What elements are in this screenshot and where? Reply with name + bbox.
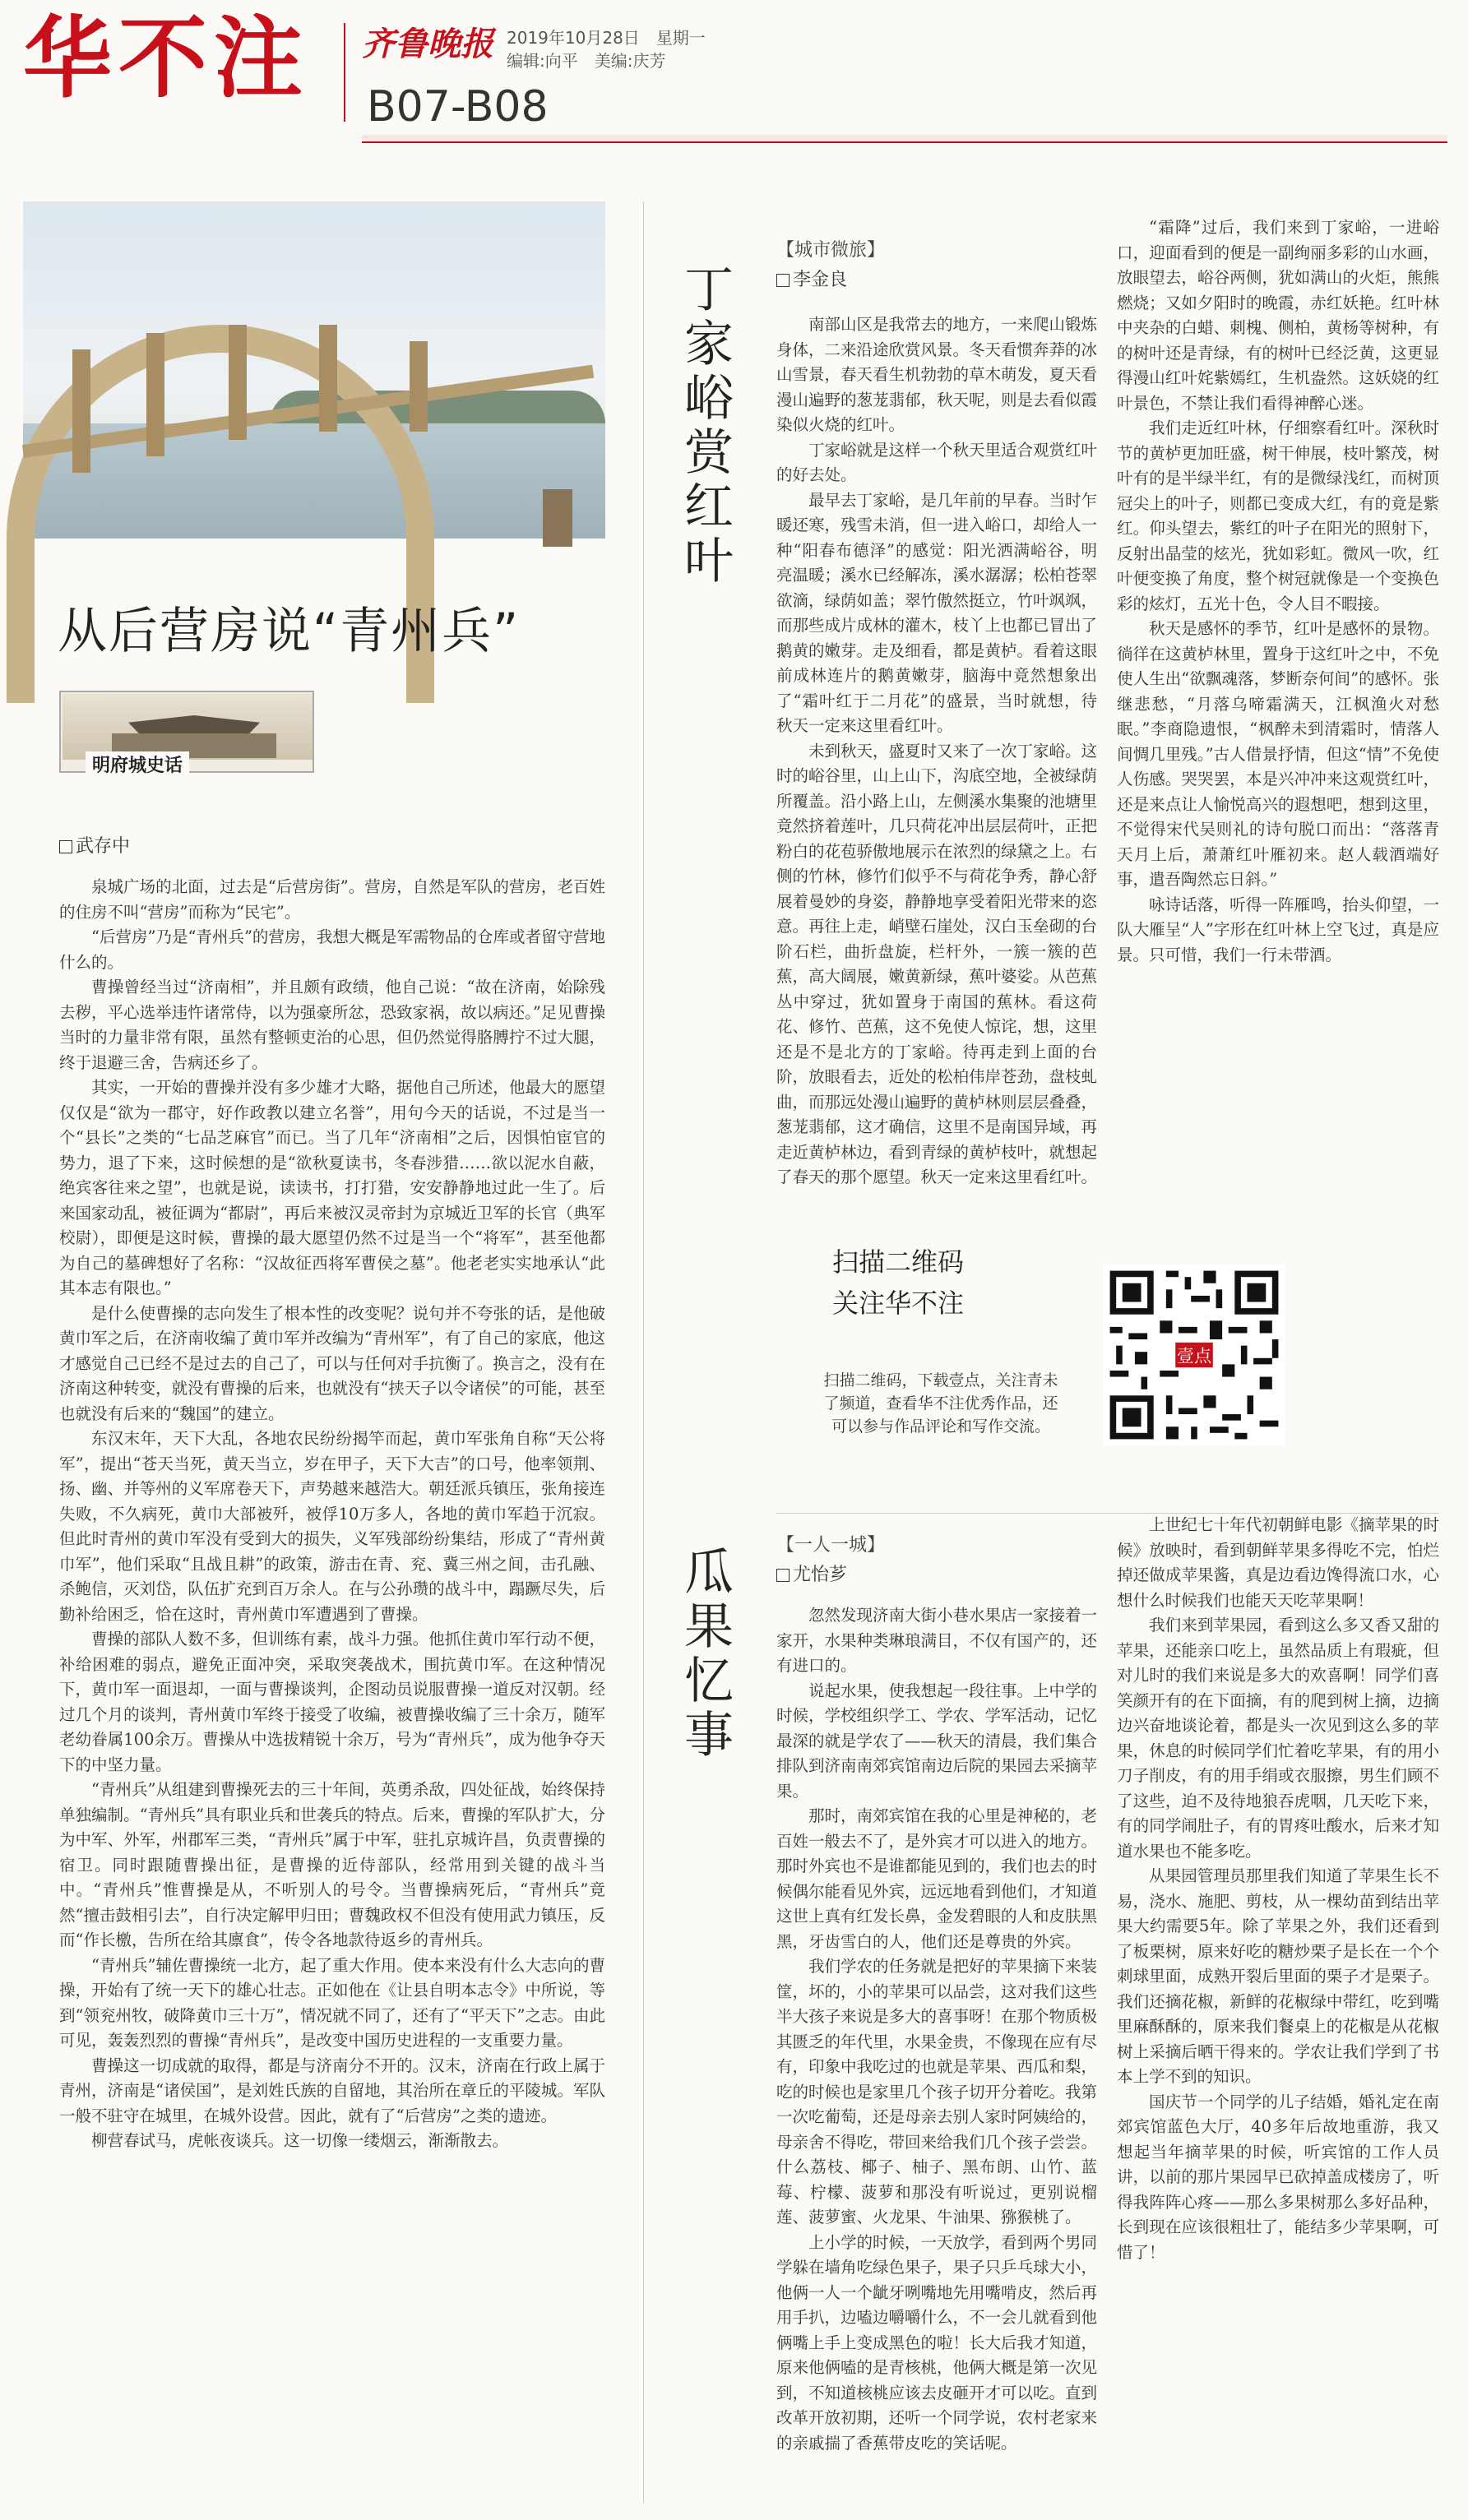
paragraph: 最早去丁家峪，是几年前的早春。当时乍暖还寒，残雪未消，但一进入峪口，却给人一种“阳春布德泽”的感觉：阳光洒满峪谷，明亮温暖；溪水已经解冻，溪水潺潺；松柏苍翠欲滴，绿荫如盖；翠竹傲然挺立，竹叶飒飒，而那些成片成林的灌木，枝丫上也都已冒出了鹅黄的嫩芽。走及细看，都是黄栌。看着这眼前成林连片的鹅黄嫩芽，脑海中竟然想象出了“霜叶红于二月花”的盛景，当时就想，待秋天一定来这里看红叶。: [776, 490, 1098, 735]
qr-heading-line1: 扫描二维码: [832, 1246, 965, 1278]
article-body-col2: [1117, 215, 1439, 1176]
author-byline: [59, 832, 130, 858]
editor-credit: 编辑:向平 美编:庆芳: [507, 51, 666, 71]
paragraph: 从果园管理员那里我们知道了苹果生长不易，浇水、施肥、剪枝，从一棵幼苗到结出苹果大约需要5年。除了苹果之外，我们还看到了板栗树，原来好吃的糖炒栗子是长在一个个刺球里面，成熟开裂后里面的栗子才是栗子。我们还摘花椒，新鲜的花椒绿中带红，吃到嘴里麻酥酥的，原来我们餐桌上的花椒是从花椒树上采摘后晒干得来的。学农让我们学到了书本上学不到的知识。: [1117, 1866, 1439, 2086]
paragraph: “后营房”乃是“青州兵”的营房，我想大概是军需物品的仓库或者留守营地什么的。: [59, 927, 605, 972]
author-byline: [776, 266, 847, 291]
paragraph: 柳营春试马，虎帐夜谈兵。这一切像一缕烟云，渐渐散去。: [91, 2131, 509, 2150]
paragraph: 曹操的部队人数不多，但训练有素，战斗力强。他抓住黄巾军行动不便，补给困难的弱点，避免正面冲突，采取突袭战术，围抗黄巾军。在这种情况下，黄巾军一面退却，一面与曹操谈判，企图动员说服曹操一道反对汉朝。经过几个月的谈判，青州黄巾军终于接受了收编，被曹操收编了三十余万，随军老幼眷属100余万。曹操从中选拔精锐十余万，号为“青州兵”，成为他争夺天下的中坚力量。: [59, 1630, 605, 1774]
column-tag: 【一人一城】: [776, 1535, 886, 1556]
paragraph: 我们学农的任务就是把好的苹果摘下来装筐，坏的，小的苹果可以品尝，这对我们这些半大孩子来说是多大的喜事呀！在那个物质极其匮乏的年代里，水果金贵，不像现在应有尽有，印象中我吃过的也就是苹果、西瓜和梨，吃的时候也是家里几个孩子切开分着吃。我第一次吃葡萄，还是母亲去别人家时阿姨给的，母亲舍不得吃，带回来给我们几个孩子尝尝。什么荔枝、椰子、柚子、黑布朗、山竹、蓝莓、柠檬、菠萝和那没有听说过，更别说榴莲、菠萝蜜、火龙果、牛油果、猕猴桃了。: [776, 1957, 1098, 2226]
paragraph: “霜降”过后，我们来到丁家峪，一进峪口，迎面看到的便是一副绚丽多彩的山水画，放眼望去，峪谷两侧，犹如满山的火炬，熊熊燃烧；又如夕阳时的晚霞，赤红妖艳。红叶林中夹杂的白蜡、刺槐、侧柏，黄杨等树种，有的树叶还是青绿，有的树叶已经泛黄，这更显得漫山红叶姹紫嫣红，生机盎然。这妖娆的红叶景色，不禁让我们看得神醉心迷。: [1117, 218, 1439, 413]
paragraph: “青州兵”辅佐曹操统一北方，起了重大作用。使本来没有什么大志向的曹操，开始有了统一天下的雄心壮志。正如他在《让县自明本志令》中所说，等到“领兖州牧，破降黄巾三十万”，情况就不同了，还有了“平天下”之志。由此可见，轰轰烈烈的曹操“青州兵”，是改变中国历史进程的一支重要力量。: [59, 1955, 605, 2050]
photo-rail-post: [410, 341, 428, 432]
qr-code[interactable]: [1104, 1265, 1285, 1445]
masthead-band: [362, 135, 1447, 141]
paragraph: 泉城广场的北面，过去是“后营房街”。营房，自然是军队的营房，老百姓的住房不叫“营房”而称为“民宅”。: [59, 877, 605, 922]
bridge-photo: [23, 201, 605, 539]
paragraph: 我们走近红叶林，仔细察看红叶。深秋时节的黄栌更加旺盛，树干伸展，枝叶繁茂，树叶有的是半绿半红，有的是微绿浅红，而树顶冠尖上的叶子，则都已变成大红，有的竟是紫红。仰头望去，紫红的叶子在阳光的照射下，反射出晶莹的炫光，犹如彩虹。微风一吹，红叶便变换了角度，整个树冠就像是一个变换色彩的炫灯，五光十色，令人目不暇接。: [1117, 418, 1439, 613]
photo-rail-post: [72, 349, 90, 473]
paragraph: 东汉末年，天下大乱，各地农民纷纷揭竿而起，黄巾军张角自称“天公将军”，提出“苍天当死，黄天当立，岁在甲子，天下大吉”的口号，他率领荆、扬、幽、并等州的义军席卷天下，声势越来越浩大。朝廷派兵镇压，张角接连失败，不久病死，黄巾大部被歼，被俘10万多人，各地的黄巾军趋于沉寂。但此时青州的黄巾军没有受到大的损失，义军残部纷纷集结，形成了“青州黄巾军”，他们采取“且战且耕”的政策，游击在青、兖、冀三州之间，击孔融、杀鲍信，灭刘岱，队伍扩充到百万余人。在与公孙瓒的战斗中，蹋蹶尽失，后勤补给困乏，恰在这时，青州黄巾军遭遇到了曹操。: [59, 1429, 605, 1624]
byline-box: [59, 840, 72, 853]
article-body-col1: [776, 1603, 1097, 2506]
paragraph: 曹操曾经当过“济南相”，并且颇有政绩，他自己说：“故在济南，始除残去秽，平心选举违忤诸常侍，以为强豪所忿，恐致家祸，故以病还。”足见曹操当时的力量非常有限，虽然有整顿吏治的心思，但仍然觉得胳膊拧不过大腿，终于退避三舍，告病还乡了。: [59, 978, 605, 1072]
article-title: 丁家峪赏红叶: [676, 263, 734, 589]
paragraph: 上世纪七十年代初朝鲜电影《摘苹果的时候》放映时，看到朝鲜苹果多得吃不完，怕烂掉还做成苹果酱，真是边看边馋得流口水，心想什么时候我们也能天天吃苹果啊！: [1117, 1515, 1439, 1610]
paragraph: 说起水果，使我想起一段往事。上中学的时候，学校组织学工、学农、学军活动，记忆最深的就是学农了——秋天的清晨，我们集合排队到济南南郊宾馆南边后院的果园去采摘苹果。: [776, 1681, 1098, 1801]
qr-logo: 壹点: [1176, 1346, 1212, 1367]
photo-rail-post: [146, 333, 164, 456]
column-badge: [59, 691, 314, 776]
section-title: 华不注: [23, 7, 310, 110]
photo-rail-post: [319, 325, 337, 432]
article-title: 从后营房说“青州兵”: [58, 603, 521, 660]
article-body: [59, 875, 605, 2507]
paragraph: 丁家峪就是这样一个秋天里适合观赏红叶的好去处。: [776, 440, 1098, 484]
badge-illustration: [63, 694, 313, 760]
masthead-divider: [344, 23, 345, 122]
photo-stone-pillar: [543, 489, 572, 547]
byline-box: [776, 274, 790, 287]
article-body-col1: [776, 312, 1098, 1186]
column-divider: [643, 201, 644, 2504]
column-name: 明府城史话: [86, 751, 189, 777]
paragraph: 其实，一开始的曹操并没有多少雄才大略，据他自己所述，他最大的愿望仅仅是“欲为一郡守，好作政教以建立名誉”，用句今天的话说，不过是当一个“县长”之类的“七品芝麻官”而已。当了几年“济南相”之后，因惧怕宦官的势力，退了下来，这时候想的是“欲秋夏读书，冬春涉猎……欲以泥水自蔽，绝宾客往来之望”，也就是说，读读书，打打猎，安安静静地过此一生了。后来国家动乱，被征调为“都尉”，再后来被汉灵帝封为京城近卫军的长官（典军校尉），即便是这时候，曹操的最大愿望仍然不过是当一个“将军”，甚至他都为自己的墓碑想好了名称：“汉故征西将军曹侯之墓”。他老老实实地承认“此其本志有限也。”: [59, 1078, 605, 1297]
paragraph: 那时，南郊宾馆在我的心里是神秘的，老百姓一般去不了，是外宾才可以进入的地方。那时外宾也不是谁都能见到的，我们也去的时候偶尔能看见外宾，远远地看到他们，才知道这世上真有红发长鼻，金发碧眼的人和皮肤黑黑，牙齿雪白的人，他们还是尊贵的外宾。: [776, 1806, 1098, 1951]
paragraph: 是什么使曹操的志向发生了根本性的改变呢？说句并不夸张的话，是他破黄巾军之后，在济南收编了黄巾军并改编为“青州军”，有了自己的家底，他这才感觉自己已经不是过去的自己了，可以与任何对手抗衡了。换言之，没有在济南这种转变，就没有曹操的后来，也就没有“挟天子以令诸侯”的可能，甚至也就没有后来的“魏国”的建立。: [59, 1303, 605, 1423]
article-title: 瓜果忆事: [676, 1546, 734, 1763]
author-byline: [776, 1561, 847, 1586]
qr-heading-line2: 关注华不注: [832, 1288, 965, 1319]
paragraph: 南部山区是我常去的地方，一来爬山锻炼身体，二来沿途欣赏风景。冬天看惯奔莽的冰山雪景，春天看生机勃勃的草木萌发，夏天看漫山遍野的葱茏翡郁，秋天呢，则是去看似霞染似火烧的红叶。: [776, 315, 1098, 434]
qr-heading: [832, 1242, 964, 1324]
paragraph: 忽然发现济南大街小巷水果店一家接着一家开，水果种类琳琅满目，不仅有国产的，还有进口的。: [776, 1606, 1098, 1675]
newspaper-logo: 齐鲁晚报: [362, 25, 493, 63]
issue-date: 2019年10月28日 星期一: [507, 28, 706, 48]
qr-instructions: 扫描二维码，下载壹点，关注青未了频道，查看华不注优秀作品，还可以参与作品评论和写作交流。: [823, 1371, 1058, 1436]
author-name: 尤怡芗: [793, 1565, 848, 1585]
paragraph: 我们来到苹果园，看到这么多又香又甜的苹果，还能亲口吃上，虽然品质上有瑕疵，但对儿时的我们来说是多大的欢喜啊！同学们喜笑颜开有的在下面摘，有的爬到树上摘，边摘边兴奋地谈论着，都是头一次见到这么多的苹果，休息的时候同学们忙着吃苹果，有的用小刀子削皮，有的用手绢或衣服擦，男生们顾不了这些，迫不及待地狼吞虎咽，几天吃下来，有的同学闹肚子，有的胃疼吐酸水，后来才知道水果也不能多吃。: [1117, 1616, 1439, 1861]
byline-box: [776, 1569, 790, 1582]
paragraph: “青州兵”从组建到曹操死去的三十年间，英勇杀敌，四处征战，始终保持单独编制。“青州兵”具有职业兵和世袭兵的特点。后来，曹操的军队扩大，分为中军、外军，州郡军三类，“青州兵”属于中军，驻扎京城许昌，负责曹操的宿卫。同时跟随曹操出征，是曹操的近侍部队，经常用到关键的战斗当中。“青州兵”惟曹操是从，不听别人的号令。当曹操病死后，“青州兵”竟然“擅击鼓相引去”，自行决定解甲归田；曹魏政权不但没有使用武力镇压，反而“作长檄，告所在给其廪食”，传令各地款待返乡的青州兵。: [59, 1780, 605, 1949]
photo-rail-post: [229, 325, 247, 440]
paragraph: 曹操这一切成就的取得，都是与济南分不开的。汉末，济南在行政上属于青州，济南是“诸侯国”，是刘姓氏族的自留地，其治所在章丘的平陵城。军队一般不驻守在城里，在城外设营。因此，就有了“后营房”之类的遗迹。: [59, 2055, 605, 2125]
paragraph: 未到秋天，盛夏时又来了一次丁家峪。这时的峪谷里，山上山下，沟底空地，全被绿荫所覆盖。沿小路上山，左侧溪水集聚的池塘里竟然挤着莲叶，几只荷花冲出层层荷叶，正把粉白的花苞骄傲地展示在浓烈的绿黛之上。右侧的竹林，修竹们似乎不与荷花争秀，静心舒展着曼妙的身姿，静静地享受着阳光带来的恣意。再往上走，峭壁石崖处，汉白玉垒砌的台阶石栏，曲折盘旋，栏杆外，一簇一簇的芭蕉，高大阔展，嫩黄新绿，蕉叶婆娑。从芭蕉丛中穿过，犹如置身于南国的蕉林。看这荷花、修竹、芭蕉，这不免使人惊诧，想，这里还是不是北方的丁家峪。待再走到上面的台阶，放眼看去，近处的松柏伟岸苍劲，盘枝虬曲，而那远处漫山遍野的黄栌林则层层叠叠，葱茏翡郁，这才确信，这里不是南国异域，再走近黄栌林边，看到青绿的黄栌枝叶，就想起了春天的那个愿望。秋天一定来这里看红叶。: [776, 741, 1098, 1186]
author-name: 武存中: [76, 836, 131, 857]
paragraph: 上小学的时候，一天放学，看到两个男同学躲在墙角吃绿色果子，果子只乒乓球大小，他俩一人一个龇牙咧嘴地先用嘴啃皮，然后再用手扒，边嗑边嚼嚼什么，不一会儿就看到他俩嘴上手上变成黑色的啦！长大后我才知道，原来他俩嗑的是青核桃，他俩大概是第一次见到，不知道核桃应该去皮砸开才可以吃。直到改革开放初期，还听一个同学说，农村老家来的亲戚揣了香蕉带皮吃的笑话呢。: [776, 2232, 1098, 2453]
page-numbers: B07-B08: [367, 82, 549, 132]
paragraph: 咏诗话落，听得一阵雁鸣，抬头仰望，一队大雁呈“人”字形在红叶林上空飞过，真是应景。只可惜，我们一行未带酒。: [1117, 895, 1439, 964]
paragraph: 国庆节一个同学的儿子结婚，婚礼定在南郊宾馆蓝色大厅，40多年后故地重游，我又想起当年摘苹果的时候，听宾馆的工作人员讲，以前的那片果园早已砍掉盖成楼房了，听得我阵阵心疼——那么多果树那么多好品种，长到现在应该很粗壮了，能结多少苹果啊，可惜了！: [1117, 2092, 1439, 2262]
column-tag: 【城市微旅】: [776, 240, 886, 261]
qr-promo: [816, 1242, 1437, 1463]
badge-roof: [128, 715, 260, 733]
paragraph: 秋天是感怀的季节，红叶是感怀的景物。徜徉在这黄栌林里，置身于这红叶之中，不免使人生出“欲飘魂落，梦断奈何间”的感怀。张继悲愁，“月落乌啼霜满天，江枫渔火对愁眠。”李商隐遗恨，“枫醉未到清霜时，情落人间惆几里残。”古人借景抒情，但这“情”不免使人伤感。哭哭罢，本是兴冲冲来这观赏红叶，还是来点让人愉悦高兴的遐想吧，想到这里，不觉得宋代吴则礼的诗句脱口而出：“落落青天月上后，萧萧红叶雁初来。赵人载酒端好事，遣吾陶然忘日斜。”: [1117, 619, 1439, 889]
author-name: 李金良: [793, 270, 848, 290]
article-body-col2: [1117, 1513, 1439, 2506]
masthead-rule: [362, 141, 1447, 143]
masthead: [0, 0, 1468, 144]
